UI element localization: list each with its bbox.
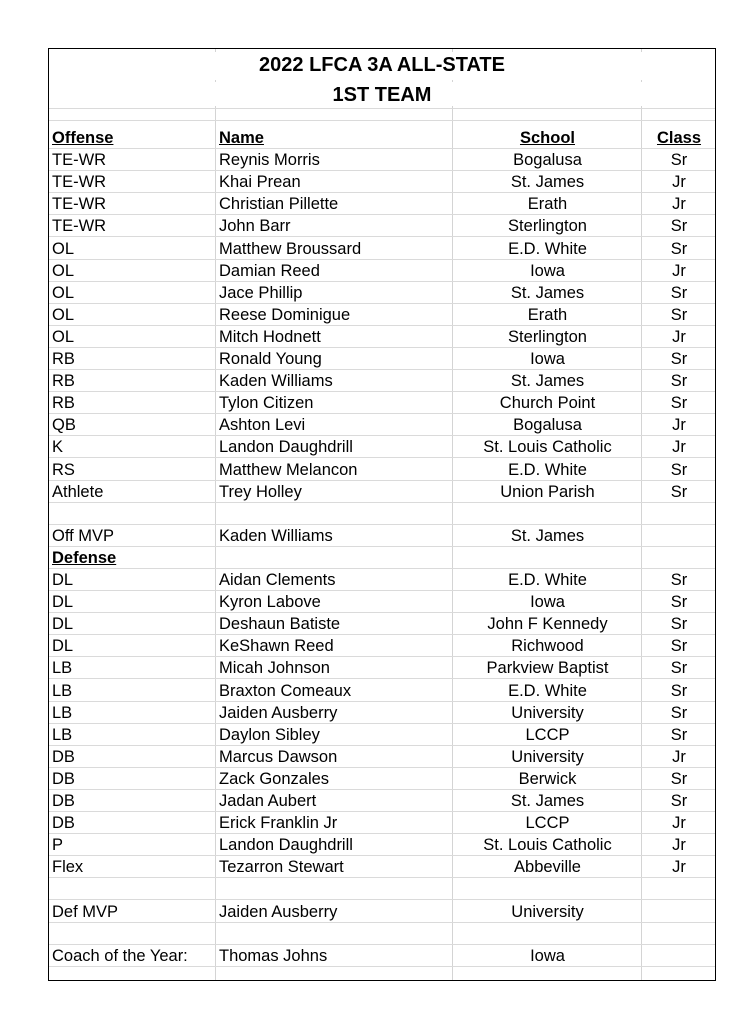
name-cell: Thomas Johns [219,946,328,965]
defense-row [49,834,716,856]
name-cell: Ronald Young [219,350,322,368]
offense-row [49,238,716,260]
class-cell: Jr [672,747,686,766]
school-cell: St. Louis Catholic [483,438,612,457]
name-cell: Ashton Levi [219,416,306,435]
offense-row [49,282,716,304]
name-cell: Jace Phillip [219,283,303,302]
name-cell: Trey Holley [219,482,302,501]
school-cell: E.D. White [508,239,587,258]
position-cell: RS [52,460,75,479]
coach-row [49,945,716,967]
blank-row [49,878,716,900]
school-cell: Sterlington [508,327,587,346]
position-cell: Off MVP [52,526,115,545]
position-cell: TE-WR [52,217,107,236]
position-cell: OL [52,283,75,302]
school-cell: University [511,902,584,921]
offense-row [49,348,716,370]
class-cell: Jr [672,438,686,457]
position-cell: LB [52,703,73,722]
position-cell: DL [52,593,74,612]
position-cell: Athlete [52,482,104,501]
position-cell: Flex [52,858,84,877]
page-subtitle: 1ST TEAM [49,82,715,106]
blank-row [49,503,716,525]
offense-row [49,392,716,414]
offense-row [49,149,716,171]
name-cell: Reese Dominigue [219,305,351,324]
name-cell: Tezarron Stewart [219,858,344,877]
name-cell: Mitch Hodnett [219,327,321,346]
name-cell: Micah Johnson [219,659,330,678]
school-cell: LCCP [525,814,570,833]
defense-row [49,768,716,790]
offense-row [49,414,716,436]
defense-row [49,812,716,834]
name-cell: Damian Reed [219,261,320,280]
class-cell: Sr [670,239,688,258]
name-cell: Matthew Broussard [219,239,362,258]
defense-row [49,856,716,878]
offense-row [49,326,716,348]
class-cell: Class [656,129,702,147]
school-cell: Sterlington [508,217,587,236]
name-cell: Daylon Sibley [219,725,320,744]
position-cell: DL [52,571,74,589]
position-cell: K [52,438,64,457]
class-cell: Sr [670,769,688,788]
name-cell: Kyron Labove [219,593,321,612]
all-state-sheet [48,48,716,981]
defense-row [49,790,716,812]
school-cell: Richwood [511,637,584,656]
column-header-row [49,127,716,149]
name-cell: KeShawn Reed [219,637,334,656]
school-cell: St. James [510,173,585,192]
school-cell: Iowa [530,946,565,965]
position-cell: OL [52,327,75,346]
name-cell: Kaden Williams [219,526,333,545]
school-cell: John F Kennedy [487,615,608,634]
name-cell: Marcus Dawson [219,747,338,766]
class-cell: Sr [670,637,688,656]
defense-row [49,724,716,746]
position-cell: DB [52,792,75,810]
school-cell: Abbeville [514,858,581,877]
defense-row [49,591,716,613]
school-cell: Iowa [530,593,565,612]
school-cell: School [519,129,575,147]
defense-row [49,746,716,768]
defense-header-row [49,547,716,569]
position-cell: DL [52,615,74,634]
defense-row [49,569,716,591]
school-cell: University [511,703,584,722]
offense-row [49,304,716,326]
name-cell: Landon Daughdrill [219,438,353,457]
position-cell: Coach of the Year: [52,946,188,965]
class-cell: Sr [670,792,688,810]
name-cell: Jaiden Ausberry [219,703,338,722]
position-cell: LB [52,725,73,744]
position-cell: TE-WR [52,173,107,192]
name-cell: Zack Gonzales [219,769,330,788]
school-cell: St. James [510,526,585,545]
name-cell: Matthew Melancon [219,460,358,479]
position-cell: DB [52,747,75,766]
name-cell: Landon Daughdrill [219,836,353,855]
class-cell: Jr [672,261,686,280]
defense-row [49,680,716,702]
class-cell: Sr [670,482,688,501]
position-cell: DB [52,769,75,788]
name-cell: Jadan Aubert [219,792,317,810]
position-cell: OL [52,261,75,280]
school-cell: Erath [527,195,568,214]
def-mvp-row [49,901,716,923]
name-cell: Jaiden Ausberry [219,902,338,921]
class-cell: Sr [670,681,688,700]
school-cell: Union Parish [500,482,595,501]
class-cell: Jr [672,195,686,214]
offense-row [49,370,716,392]
position-cell: OL [52,305,75,324]
class-cell: Sr [670,372,688,391]
name-cell: Erick Franklin Jr [219,814,338,833]
position-cell: LB [52,659,73,678]
school-cell: Bogalusa [513,151,582,170]
class-cell: Sr [670,615,688,634]
offense-row [49,481,716,503]
position-cell: TE-WR [52,195,107,214]
position-cell: RB [52,350,75,368]
position-cell: Def MVP [52,902,119,921]
name-cell: Braxton Comeaux [219,681,352,700]
class-cell: Sr [670,571,688,589]
name-cell: Khai Prean [219,173,301,192]
school-cell: E.D. White [508,681,587,700]
class-cell: Sr [670,460,688,479]
page-title: 2022 LFCA 3A ALL-STATE [49,52,715,80]
defense-row [49,613,716,635]
offense-row [49,171,716,193]
position-cell: Offense [52,129,114,147]
position-cell: RB [52,394,75,413]
class-cell: Jr [672,836,686,855]
offense-row [49,215,716,237]
school-cell: Berwick [518,769,577,788]
school-cell: University [511,747,584,766]
school-cell: St. Louis Catholic [483,836,612,855]
name-cell: Aidan Clements [219,571,336,589]
name-cell: John Barr [219,217,291,236]
school-cell: Erath [527,305,568,324]
school-cell: Iowa [530,261,565,280]
position-cell: Defense [52,548,117,567]
class-cell: Jr [672,416,686,435]
name-cell: Name [219,129,264,147]
class-cell: Jr [672,173,686,192]
offense-row [49,193,716,215]
class-cell: Sr [670,593,688,612]
school-cell: Iowa [530,350,565,368]
defense-row [49,702,716,724]
position-cell: DB [52,814,75,833]
name-cell: Reynis Morris [219,151,320,170]
school-cell: St. James [510,792,585,810]
position-cell: OL [52,239,75,258]
school-cell: Bogalusa [513,416,582,435]
position-cell: RB [52,372,75,391]
offense-row [49,459,716,481]
class-cell: Jr [672,327,686,346]
class-cell: Jr [672,814,686,833]
position-cell: P [52,836,64,855]
class-cell: Sr [670,305,688,324]
grid-row-line [49,108,715,109]
class-cell: Sr [670,394,688,413]
school-cell: St. James [510,283,585,302]
name-cell: Deshaun Batiste [219,615,341,634]
position-cell: DL [52,637,74,656]
name-cell: Christian Pillette [219,195,339,214]
off-mvp-row [49,525,716,547]
school-cell: Church Point [499,394,596,413]
class-cell: Sr [670,151,688,170]
school-cell: E.D. White [508,460,587,479]
class-cell: Jr [672,858,686,877]
name-cell: Tylon Citizen [219,394,314,413]
class-cell: Sr [670,725,688,744]
class-cell: Sr [670,703,688,722]
class-cell: Sr [670,217,688,236]
defense-row [49,657,716,679]
school-cell: St. James [510,372,585,391]
defense-row [49,635,716,657]
offense-row [49,260,716,282]
school-cell: Parkview Baptist [486,659,609,678]
position-cell: TE-WR [52,151,107,170]
class-cell: Sr [670,283,688,302]
school-cell: LCCP [525,725,570,744]
name-cell: Kaden Williams [219,372,333,391]
class-cell: Sr [670,350,688,368]
position-cell: QB [52,416,76,435]
grid-row-line [49,120,715,121]
offense-row [49,436,716,458]
blank-row [49,923,716,945]
position-cell: LB [52,681,73,700]
class-cell: Sr [670,659,688,678]
school-cell: E.D. White [508,571,587,589]
